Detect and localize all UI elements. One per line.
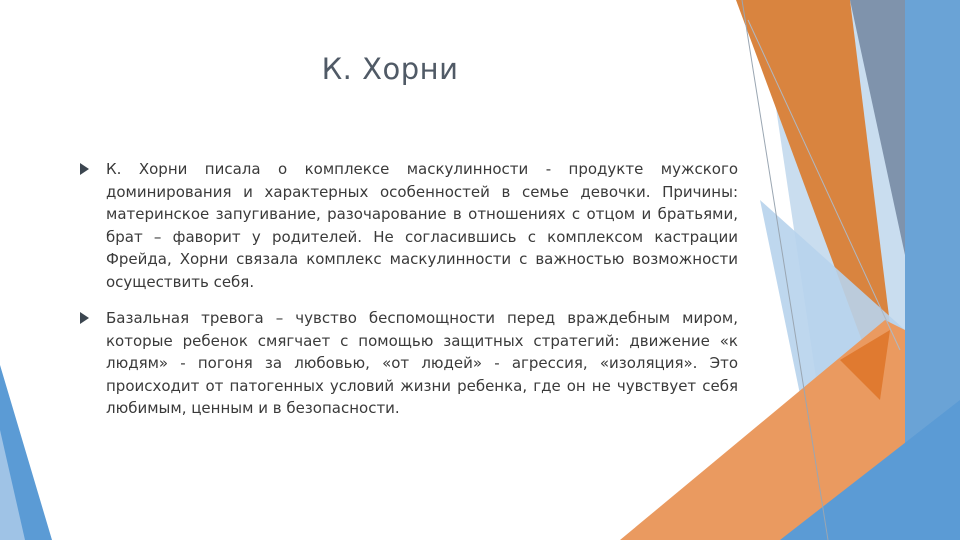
slide-title: К. Хорни <box>321 52 459 86</box>
bullet-list <box>78 158 738 434</box>
arrow-bullet-icon <box>80 312 89 324</box>
arrow-bullet-icon <box>80 163 89 175</box>
bullet-text: К. Хорни писала о комплексе маскулинности - продукте мужского доминирования и характерных особенностей в семье девочки. Причины: материнское запугивание, разочарование в отношениях с отцом и братьями, брат – фаворит у родителей. Не согласившись с комплексом кастрации Фрейда, Хорни связала комплекс маскулинности с важностью возможности осуществить себя. <box>106 160 738 291</box>
bullet-text: Базальная тревога – чувство беспомощности перед враждебным миром, которые ребенок смягчает с помощью защитных стратегий: движение «к людям» - погоня за любовью, «от людей» - агрессия, «изоляция». Это происходит от патогенных условий жизни ребенка, где он не чувствует себя любимым, ценным и в безопасности. <box>106 309 738 417</box>
bullet-item-horney-masculinity <box>78 158 738 293</box>
bullet-item-basic-anxiety <box>78 307 738 420</box>
